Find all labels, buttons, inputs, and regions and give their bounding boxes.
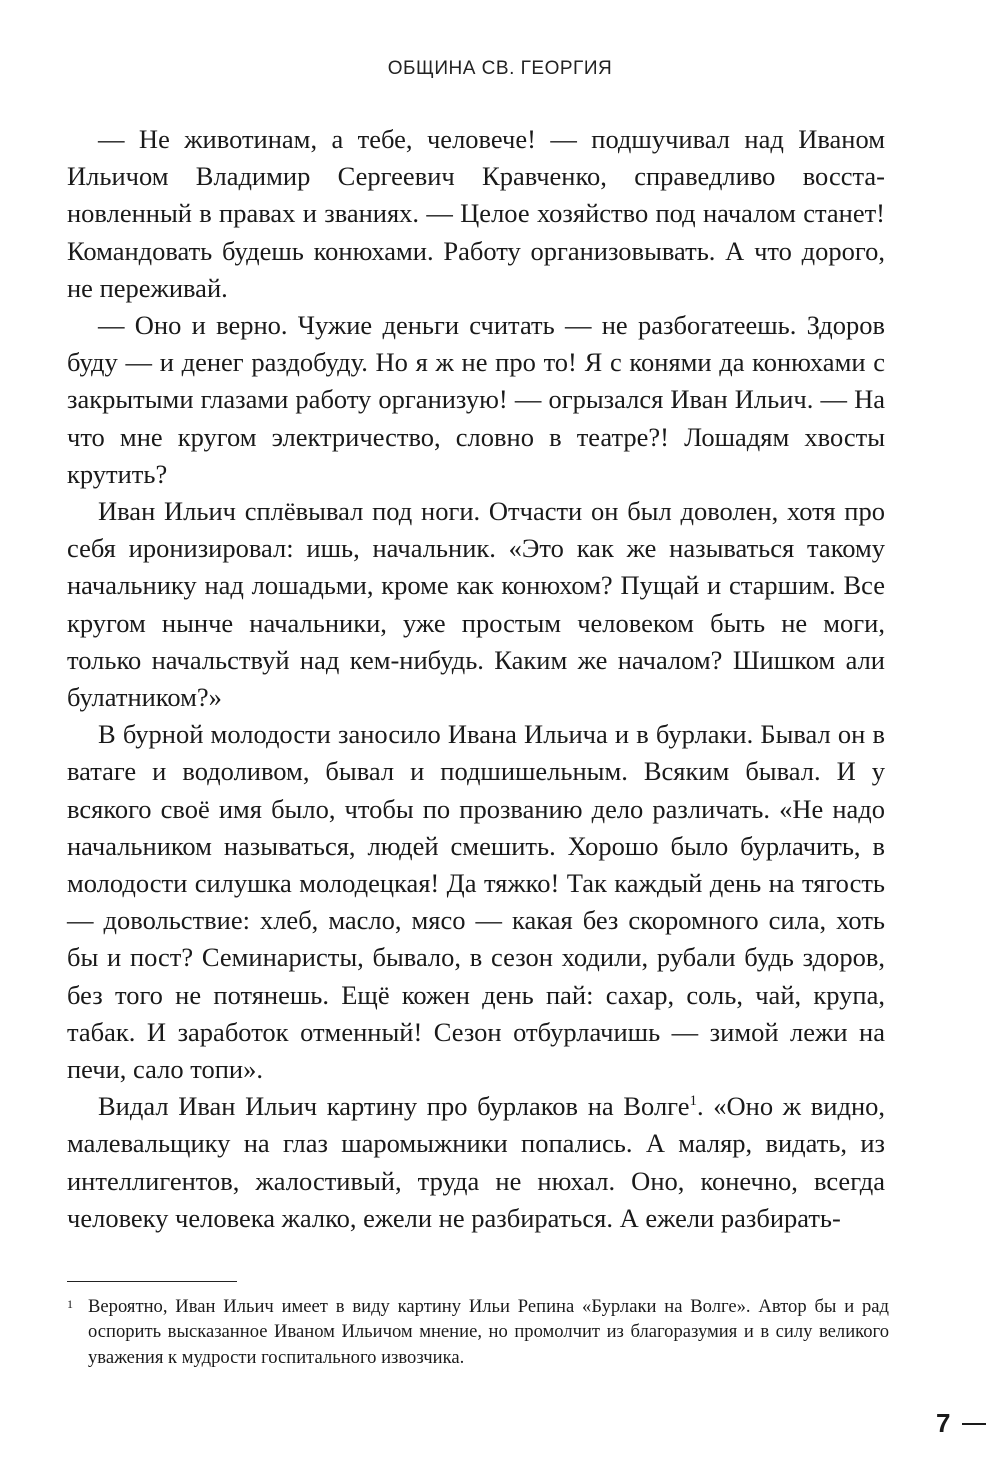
paragraph-part: «Оно ж видно, малевальщику на глаз шаромыжники попались. А маляр, видать, из интеллигентов, жалостивый, труда не нюхал. Оно, конечно, всегда человеку человека жалко, ежели не разбираться. А ежели разбирать- (67, 1091, 886, 1233)
footnote (67, 1294, 889, 1370)
footnote-text: Вероятно, Иван Ильич имеет в виду картину Ильи Репина «Бурлаки на Волге». Автор бы и рад оспорить высказанное Иваном Ильичом мнение, но промолчит из благоразумия и в силу великого уважения к мудрости госпитального извозчика. (88, 1296, 889, 1368)
paragraph: — Не животинам, а тебе, человече! — подшучивал над Иваном Ильичом Владимир Сергеевич Кравченко, справедливо восстановленный в правах и званиях. — Целое хозяйство под началом станет! Командовать будешь конюхами. Работу организовывать. А что дорого, не переживай. (67, 124, 885, 303)
running-head: ОБЩИНА СВ. ГЕОРГИЯ (387, 58, 613, 79)
paragraph: В бурной молодости заносило Ивана Ильича и в бурлаки. Бывал он в ватаге и водоливом, бывал и подшишельным. Всяким бывал. И у всякого своё имя было, чтобы по прозванию дело различать. «Не надо начальником называться, людей смешить. Хорошо было бурлачить, в молодости силушка молодецкая! Да тяжко! Так каждый день на тягость — довольствие: хлеб, масло, мясо — какая без скоромного сила, хоть бы и пост? Семинаристы, бывало, в сезон ходили, рубали будь здоров, без того не потянешь. Ещё кожен день пай: сахар, соль, чай, крупа, табак. И заработок отменный! Сезон отбурлачишь — зимой лежи на печи, сало топи». (67, 719, 885, 1085)
page-number: 7 (936, 1408, 951, 1438)
page-number-dash (962, 1423, 986, 1425)
paragraph: Иван Ильич сплёвывал под ноги. Отчасти он был доволен, хотя про себя иронизировал: ишь, начальник. «Это как же называться такому начальнику над лошадьми, кроме как конюхом? Пущай и старшим. Все кругом нынче начальники, уже простым человеком быть не моги, только начальствуй над кем-нибудь. Каким же началом? Шишком али булатником?» (67, 496, 885, 713)
body-text (67, 121, 885, 1237)
footnote-marker: 1 (689, 1093, 697, 1110)
paragraph: Видал Иван Ильич картину про бурлаков на Волге$^1$. «Оно ж видно, малевальщику на глаз шаромыжники попались. А маляр, видать, из интеллигентов, жалостивый, труда не нюхал. Оно, конечно, всегда человеку человека жалко, ежели не разбираться. А ежели разбирать- (67, 1091, 886, 1233)
paragraph-part: Видал Иван Ильич картину про бурлаков на Волге (98, 1091, 690, 1122)
footnote-separator (67, 1281, 237, 1282)
paragraph: — Оно и верно. Чужие деньги считать — не разбогатеешь. Здоров буду — и денег раздобуду. Но я ж не про то! Я с конями да конюхами с закрытыми глазами работу организую! — огрызался Иван Ильич. — На что мне кругом электричество, словно в театре?! Лошадям хвосты крутить? (67, 310, 885, 489)
footnote-number: 1 (67, 1297, 73, 1311)
